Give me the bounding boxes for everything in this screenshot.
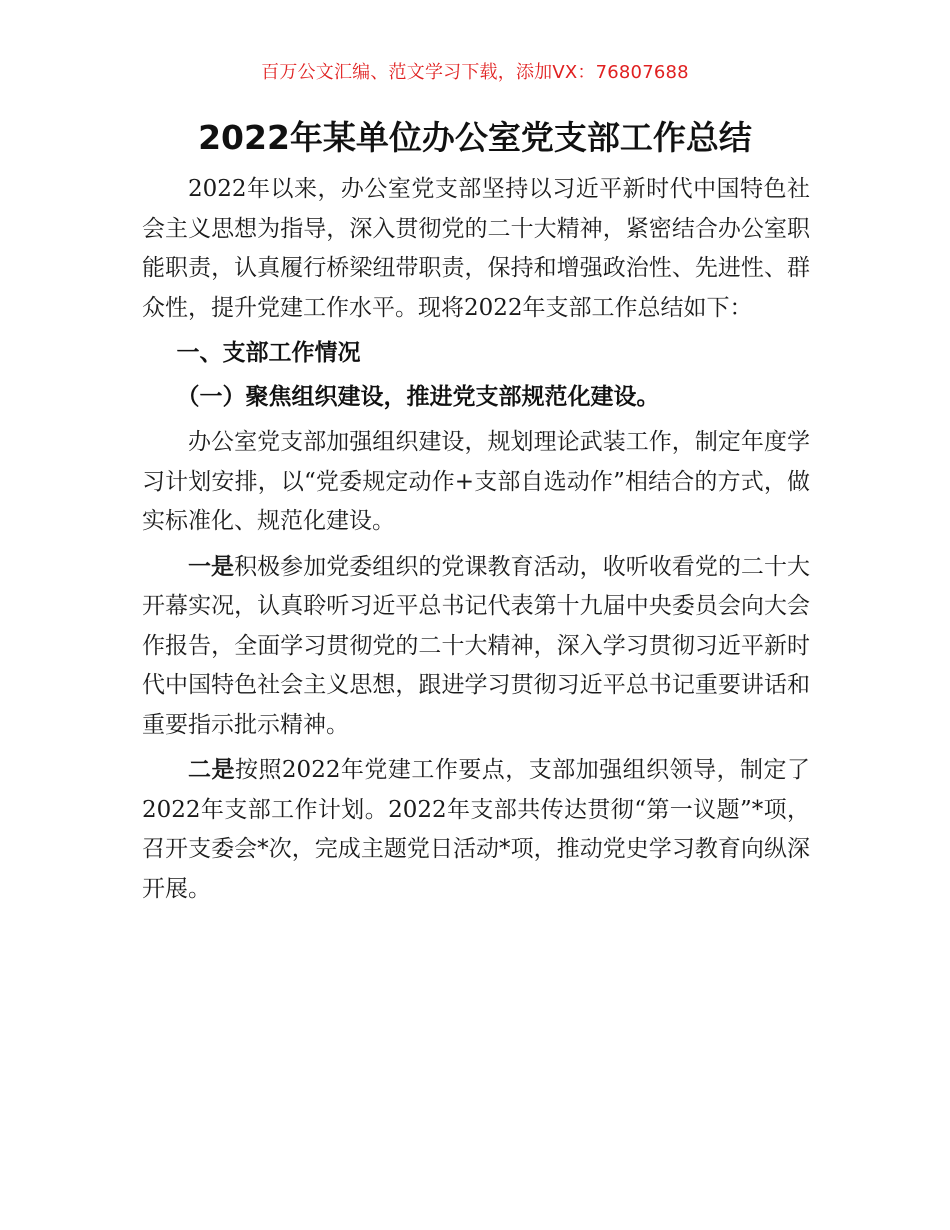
item-two-paragraph — [142, 751, 810, 909]
document-title: 2022年某单位办公室党支部工作总结 — [198, 118, 752, 157]
item-one-text: 积极参加党委组织的党课教育活动，收听收看党的二十大开幕实况，认真聆听习近平总书记代表第十九届中央委员会向大会作报告，全面学习贯彻党的二十大精神，深入学习贯彻习近平新时代中国特色社会主义思想，跟进学习贯彻习近平总书记重要讲话和重要指示批示精神。 — [142, 553, 811, 738]
subsection-paragraph: 办公室党支部加强组织建设，规划理论武装工作，制定年度学习计划安排，以“党委规定动作+支部自选动作”相结合的方式，做实标准化、规范化建设。 — [142, 429, 810, 534]
subsection-heading: （一）聚焦组织建设，推进党支部规范化建设。 — [176, 383, 660, 410]
item-two-text: 按照2022年党建工作要点，支部加强组织领导，制定了2022年支部工作计划。2022年支部共传达贯彻“第一议题”*项，召开支委会*次，完成主题党日活动*项，推动党史学习教育向纵深开展。 — [142, 757, 811, 902]
item-one-paragraph — [142, 548, 810, 746]
section-heading: 一、支部工作情况 — [176, 340, 361, 366]
item-two-lead: 二是 — [188, 757, 235, 783]
download-banner: 百万公文汇编、范文学习下载，添加VX：76807688 — [261, 62, 689, 83]
document-body — [142, 170, 810, 915]
intro-paragraph: 2022年以来，办公室党支部坚持以习近平新时代中国特色社会主义思想为指导，深入贯彻党的二十大精神，紧密结合办公室职能职责，认真履行桥梁纽带职责，保持和增强政治性、先进性、群众性，提升党建工作水平。现将2022年支部工作总结如下： — [142, 176, 810, 321]
item-one-lead: 一是 — [188, 553, 235, 580]
